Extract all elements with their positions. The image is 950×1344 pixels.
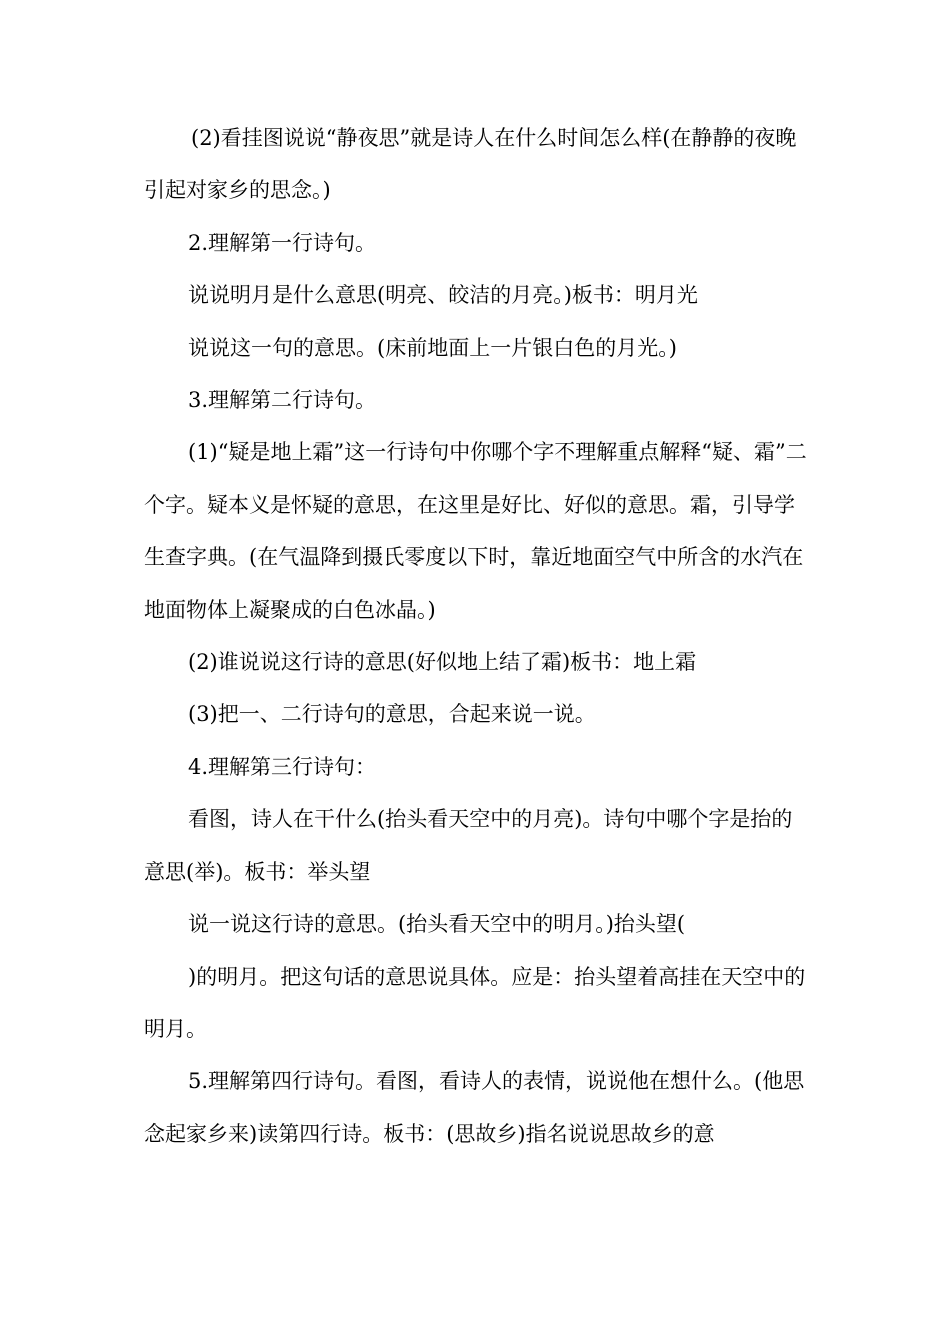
paragraph-heading-line-4: 5.理解第四行诗句。看图，看诗人的表情，说说他在想什么。(他思念起家乡来)读第四行诗。板书：(思故乡)指名说说思故乡的意 bbox=[144, 1069, 805, 1146]
paragraph-heading-line-3: 4.理解第三行诗句： bbox=[188, 754, 377, 779]
paragraph-heading-line-1: 2.理解第一行诗句。 bbox=[188, 230, 377, 255]
paragraph-step-1-2: (2)看挂图说说“静夜思”就是诗人在什么时间怎么样(在静静的夜晚引起对家乡的思念。) bbox=[144, 126, 797, 203]
paragraph-moon-meaning: 说说明月是什么意思(明亮、皎洁的月亮。)板书：明月光 bbox=[188, 283, 698, 308]
paragraph-line-3-meaning: 说一说这行诗的意思。(抬头看天空中的明月。)抬头望( bbox=[188, 912, 686, 937]
paragraph-look-at-picture: 看图，诗人在干什么(抬头看天空中的月亮)。诗句中哪个字是抬的意思(举)。板书：举头望 bbox=[144, 807, 793, 884]
paragraph-heading-line-2: 3.理解第二行诗句。 bbox=[188, 388, 377, 413]
paragraph-line-2-meaning: (2)谁说说这行诗的意思(好似地上结了霜)板书：地上霜 bbox=[188, 650, 697, 675]
paragraph-line-3-detail: )的明月。把这句话的意思说具体。应是：抬头望着高挂在天空中的明月。 bbox=[144, 964, 806, 1041]
paragraph-frost-explanation: (1)“疑是地上霜”这一行诗句中你哪个字不理解重点解释“疑、霜”二个字。疑本义是怀疑的意思，在这里是好比、好似的意思。霜，引导学生查字典。(在气温降到摄氏零度以下时，靠近地面空气中所含的水汽在地面物体上凝聚成的白色冰晶。) bbox=[144, 440, 807, 622]
paragraph-combine-lines: (3)把一、二行诗句的意思，合起来说一说。 bbox=[188, 702, 596, 727]
paragraph-line-1-meaning: 说说这一句的意思。(床前地面上一片银白色的月光。) bbox=[188, 335, 677, 360]
document-body bbox=[144, 112, 809, 1160]
